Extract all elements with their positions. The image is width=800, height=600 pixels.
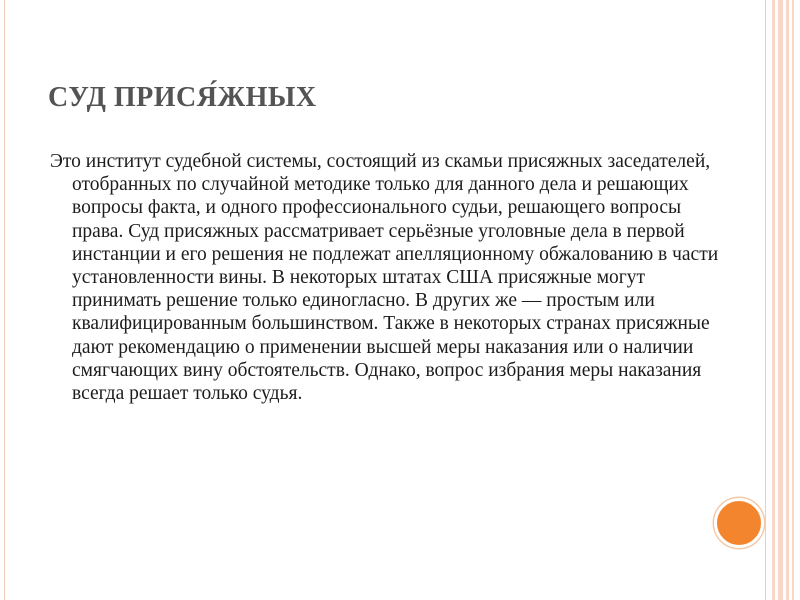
slide-title: СУД ПРИСЯ́ЖНЫХ bbox=[48, 82, 317, 113]
decorative-stripe bbox=[778, 0, 783, 600]
decorative-stripe bbox=[772, 0, 775, 600]
slide-body-text: Это институт судебной системы, состоящий из скамьи присяжных заседателей, отобранных по случайной методике только для данного дела и решающих вопросы факта, и одного профессионального судьи, решающего вопросы права. Суд присяжных рассматривает серьёзные уголовные дела в первой инстанции и его решения не подлежат апелляционному обжалованию в части установленности вины. В некоторых штатах США присяжные могут принимать решение только единогласно. В других же — простым или квалифицированным большинством. Также в некоторых странах присяжные дают рекомендацию о применении высшей меры наказания или о наличии смягчающих вину обстоятельств. Однако, вопрос избрания меры наказания всегда решает только судья. bbox=[50, 151, 719, 405]
decorative-stripe bbox=[792, 0, 794, 600]
decorative-stripe bbox=[786, 0, 789, 600]
orange-circle-icon bbox=[714, 498, 764, 548]
